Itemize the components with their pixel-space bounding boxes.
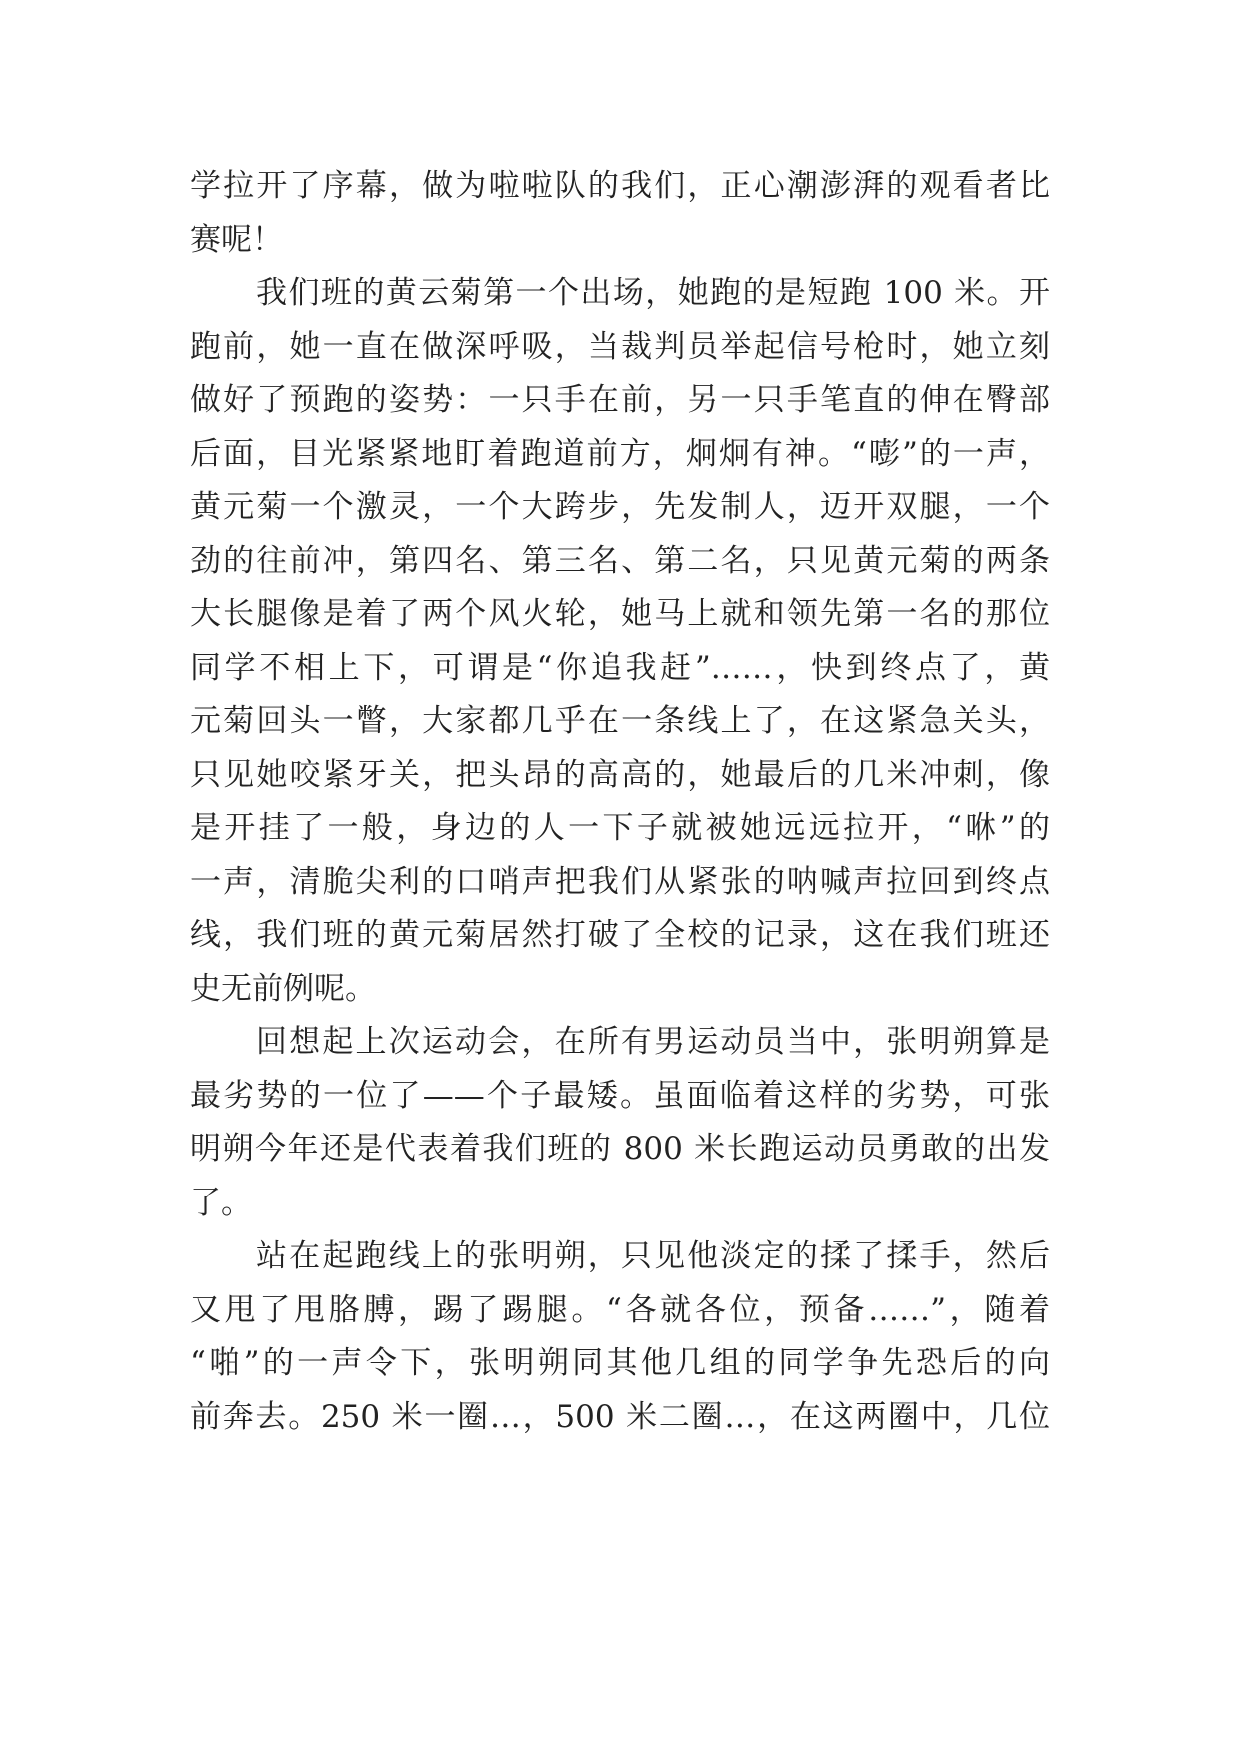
text-line: 明朔今年还是代表着我们班的 800 米长跑运动员勇敢的出发 — [190, 1131, 1050, 1167]
text-line: 一声，清脆尖利的口哨声把我们从紧张的呐喊声拉回到终点 — [190, 863, 1050, 900]
text-line: 最劣势的一位了——个子最矮。虽面临着这样的劣势，可张 — [190, 1077, 1050, 1114]
body-text — [190, 160, 1050, 1444]
text-line: 大长腿像是着了两个风火轮，她马上就和领先第一名的那位 — [190, 596, 1050, 632]
text-line: 赛呢！ — [190, 221, 283, 258]
text-line: 又甩了甩胳膊，踢了踢腿。“各就各位，预备……”，随着 — [190, 1291, 1050, 1328]
text-line: 后面，目光紧紧地盯着跑道前方，炯炯有神。“嘭”的一声， — [190, 435, 1050, 472]
text-line: 劲的往前冲，第四名、第三名、第二名，只见黄元菊的两条 — [190, 542, 1050, 579]
text-line: 回想起上次运动会，在所有男运动员当中，张明朔算是 — [256, 1024, 1050, 1060]
text-line: “啪”的一声令下，张明朔同其他几组的同学争先恐后的向 — [190, 1345, 1050, 1381]
text-line: 同学不相上下，可谓是“你追我赶”……，快到终点了，黄 — [190, 649, 1050, 686]
text-line: 我们班的黄云菊第一个出场，她跑的是短跑 100 米。开 — [256, 275, 1050, 311]
text-line: 站在起跑线上的张明朔，只见他淡定的揉了揉手，然后 — [256, 1238, 1050, 1274]
text-line: 前奔去。250 米一圈…，500 米二圈…，在这两圈中，几位 — [190, 1398, 1050, 1435]
text-line: 黄元菊一个激灵，一个大跨步，先发制人，迈开双腿，一个 — [190, 489, 1050, 525]
text-line: 做好了预跑的姿势：一只手在前，另一只手笔直的伸在臀部 — [190, 382, 1050, 418]
text-line: 跑前，她一直在做深呼吸，当裁判员举起信号枪时，她立刻 — [190, 328, 1050, 365]
text-line: 了。 — [190, 1184, 252, 1221]
text-line: 学拉开了序幕，做为啦啦队的我们，正心潮澎湃的观看者比 — [190, 168, 1050, 204]
text-line: 元菊回头一瞥，大家都几乎在一条线上了，在这紧急关头， — [190, 703, 1050, 739]
text-line: 只见她咬紧牙关，把头昂的高高的，她最后的几米冲刺，像 — [190, 756, 1050, 793]
text-line: 史无前例呢。 — [190, 970, 376, 1007]
text-line: 是开挂了一般，身边的人一下子就被她远远拉开，“咻”的 — [190, 810, 1050, 846]
text-line: 线，我们班的黄元菊居然打破了全校的记录，这在我们班还 — [190, 917, 1050, 953]
